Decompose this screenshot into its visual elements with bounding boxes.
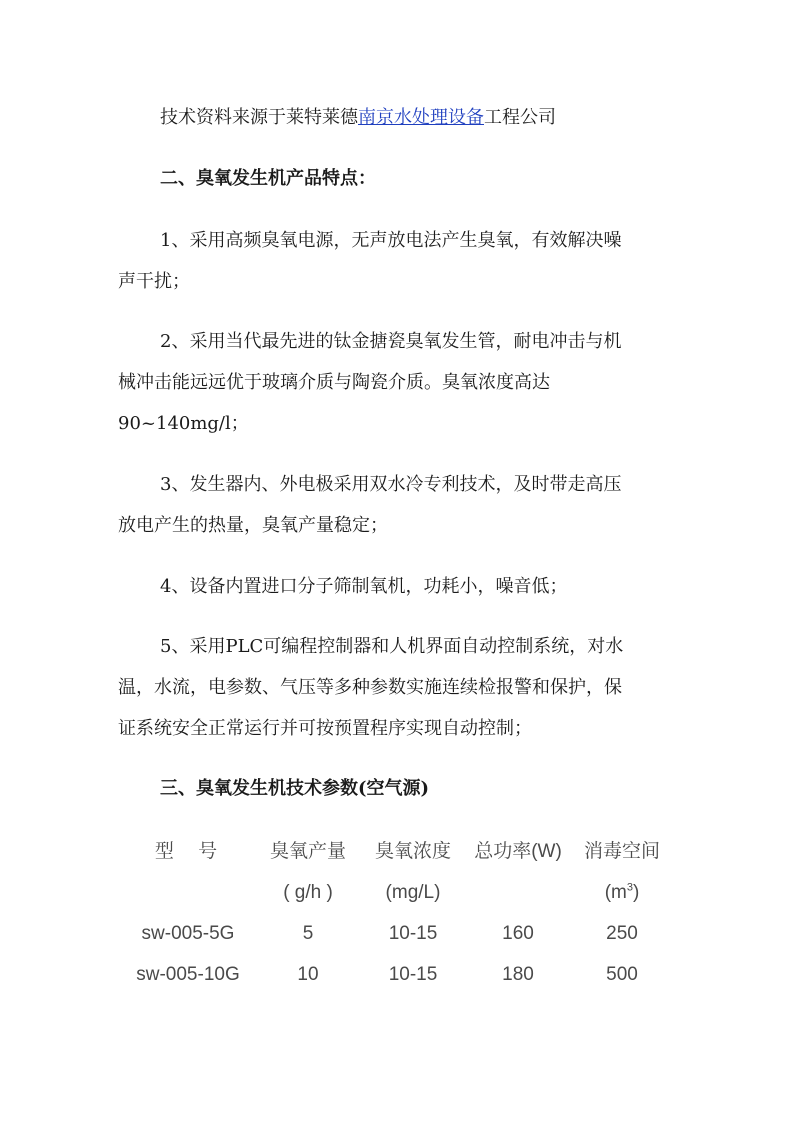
- feature-2-line-3: 90~140mg/l；: [118, 413, 249, 434]
- row-2-power: 180: [502, 964, 534, 985]
- row-1-space: 250: [606, 923, 638, 944]
- row-1-output: 5: [302, 923, 314, 944]
- unit-space-base: (m: [604, 882, 627, 903]
- section-3-heading: 三、臭氧发生机技术参数(空气源): [160, 778, 430, 799]
- source-line: [160, 106, 556, 130]
- feature-2-line-1: 2、采用当代最先进的钛金搪瓷臭氧发生管，耐电冲击与机: [160, 331, 622, 352]
- feature-3-line-2: 放电产生的热量，臭氧产量稳定；: [118, 515, 388, 536]
- header-output: 臭氧产量: [269, 841, 347, 862]
- feature-5-line-3: 证系统安全正常运行并可按预置程序实现自动控制；: [118, 718, 532, 739]
- feature-5-line-1: 5、采用PLC可编程控制器和人机界面自动控制系统，对水: [160, 636, 624, 657]
- feature-5-line-2: 温，水流，电参数、气压等多种参数实施连续检报警和保护，保: [118, 677, 622, 698]
- source-prefix: 技术资料来源于莱特莱德: [160, 107, 358, 128]
- feature-2-line-2: 械冲击能远远优于玻璃介质与陶瓷介质。臭氧浓度高达: [118, 372, 550, 393]
- row-1-model: sw-005-5G: [141, 923, 235, 944]
- feature-1-line-2: 声干扰；: [118, 271, 190, 292]
- unit-output: ( g/h ): [283, 882, 333, 903]
- section-2-heading: 二、臭氧发生机产品特点：: [160, 168, 376, 189]
- row-2-output: 10: [297, 964, 319, 985]
- feature-1-line-1: 1、采用高频臭氧电源，无声放电法产生臭氧，有效解决噪: [160, 230, 622, 251]
- feature-3-line-1: 3、发生器内、外电极采用双水冷专利技术，及时带走高压: [160, 474, 622, 495]
- header-concentration: 臭氧浓度: [374, 841, 452, 862]
- unit-space-close: ): [632, 882, 640, 903]
- row-1-concentration: 10-15: [388, 923, 438, 944]
- feature-4-line-1: 4、设备内置进口分子筛制氧机，功耗小，噪音低；: [160, 576, 568, 597]
- water-treatment-link[interactable]: 南京水处理设备: [358, 107, 484, 128]
- header-power: 总功率(W): [474, 841, 562, 862]
- unit-concentration: (mg/L): [385, 882, 441, 903]
- row-2-model: sw-005-10G: [136, 964, 240, 985]
- source-suffix: 工程公司: [484, 107, 556, 128]
- unit-space: [605, 881, 640, 905]
- row-2-space: 500: [606, 964, 638, 985]
- unit-space-sup: 3: [626, 881, 633, 894]
- row-2-concentration: 10-15: [388, 964, 438, 985]
- header-space: 消毒空间: [583, 841, 661, 862]
- row-1-power: 160: [502, 923, 534, 944]
- header-model: 型 号: [154, 841, 218, 862]
